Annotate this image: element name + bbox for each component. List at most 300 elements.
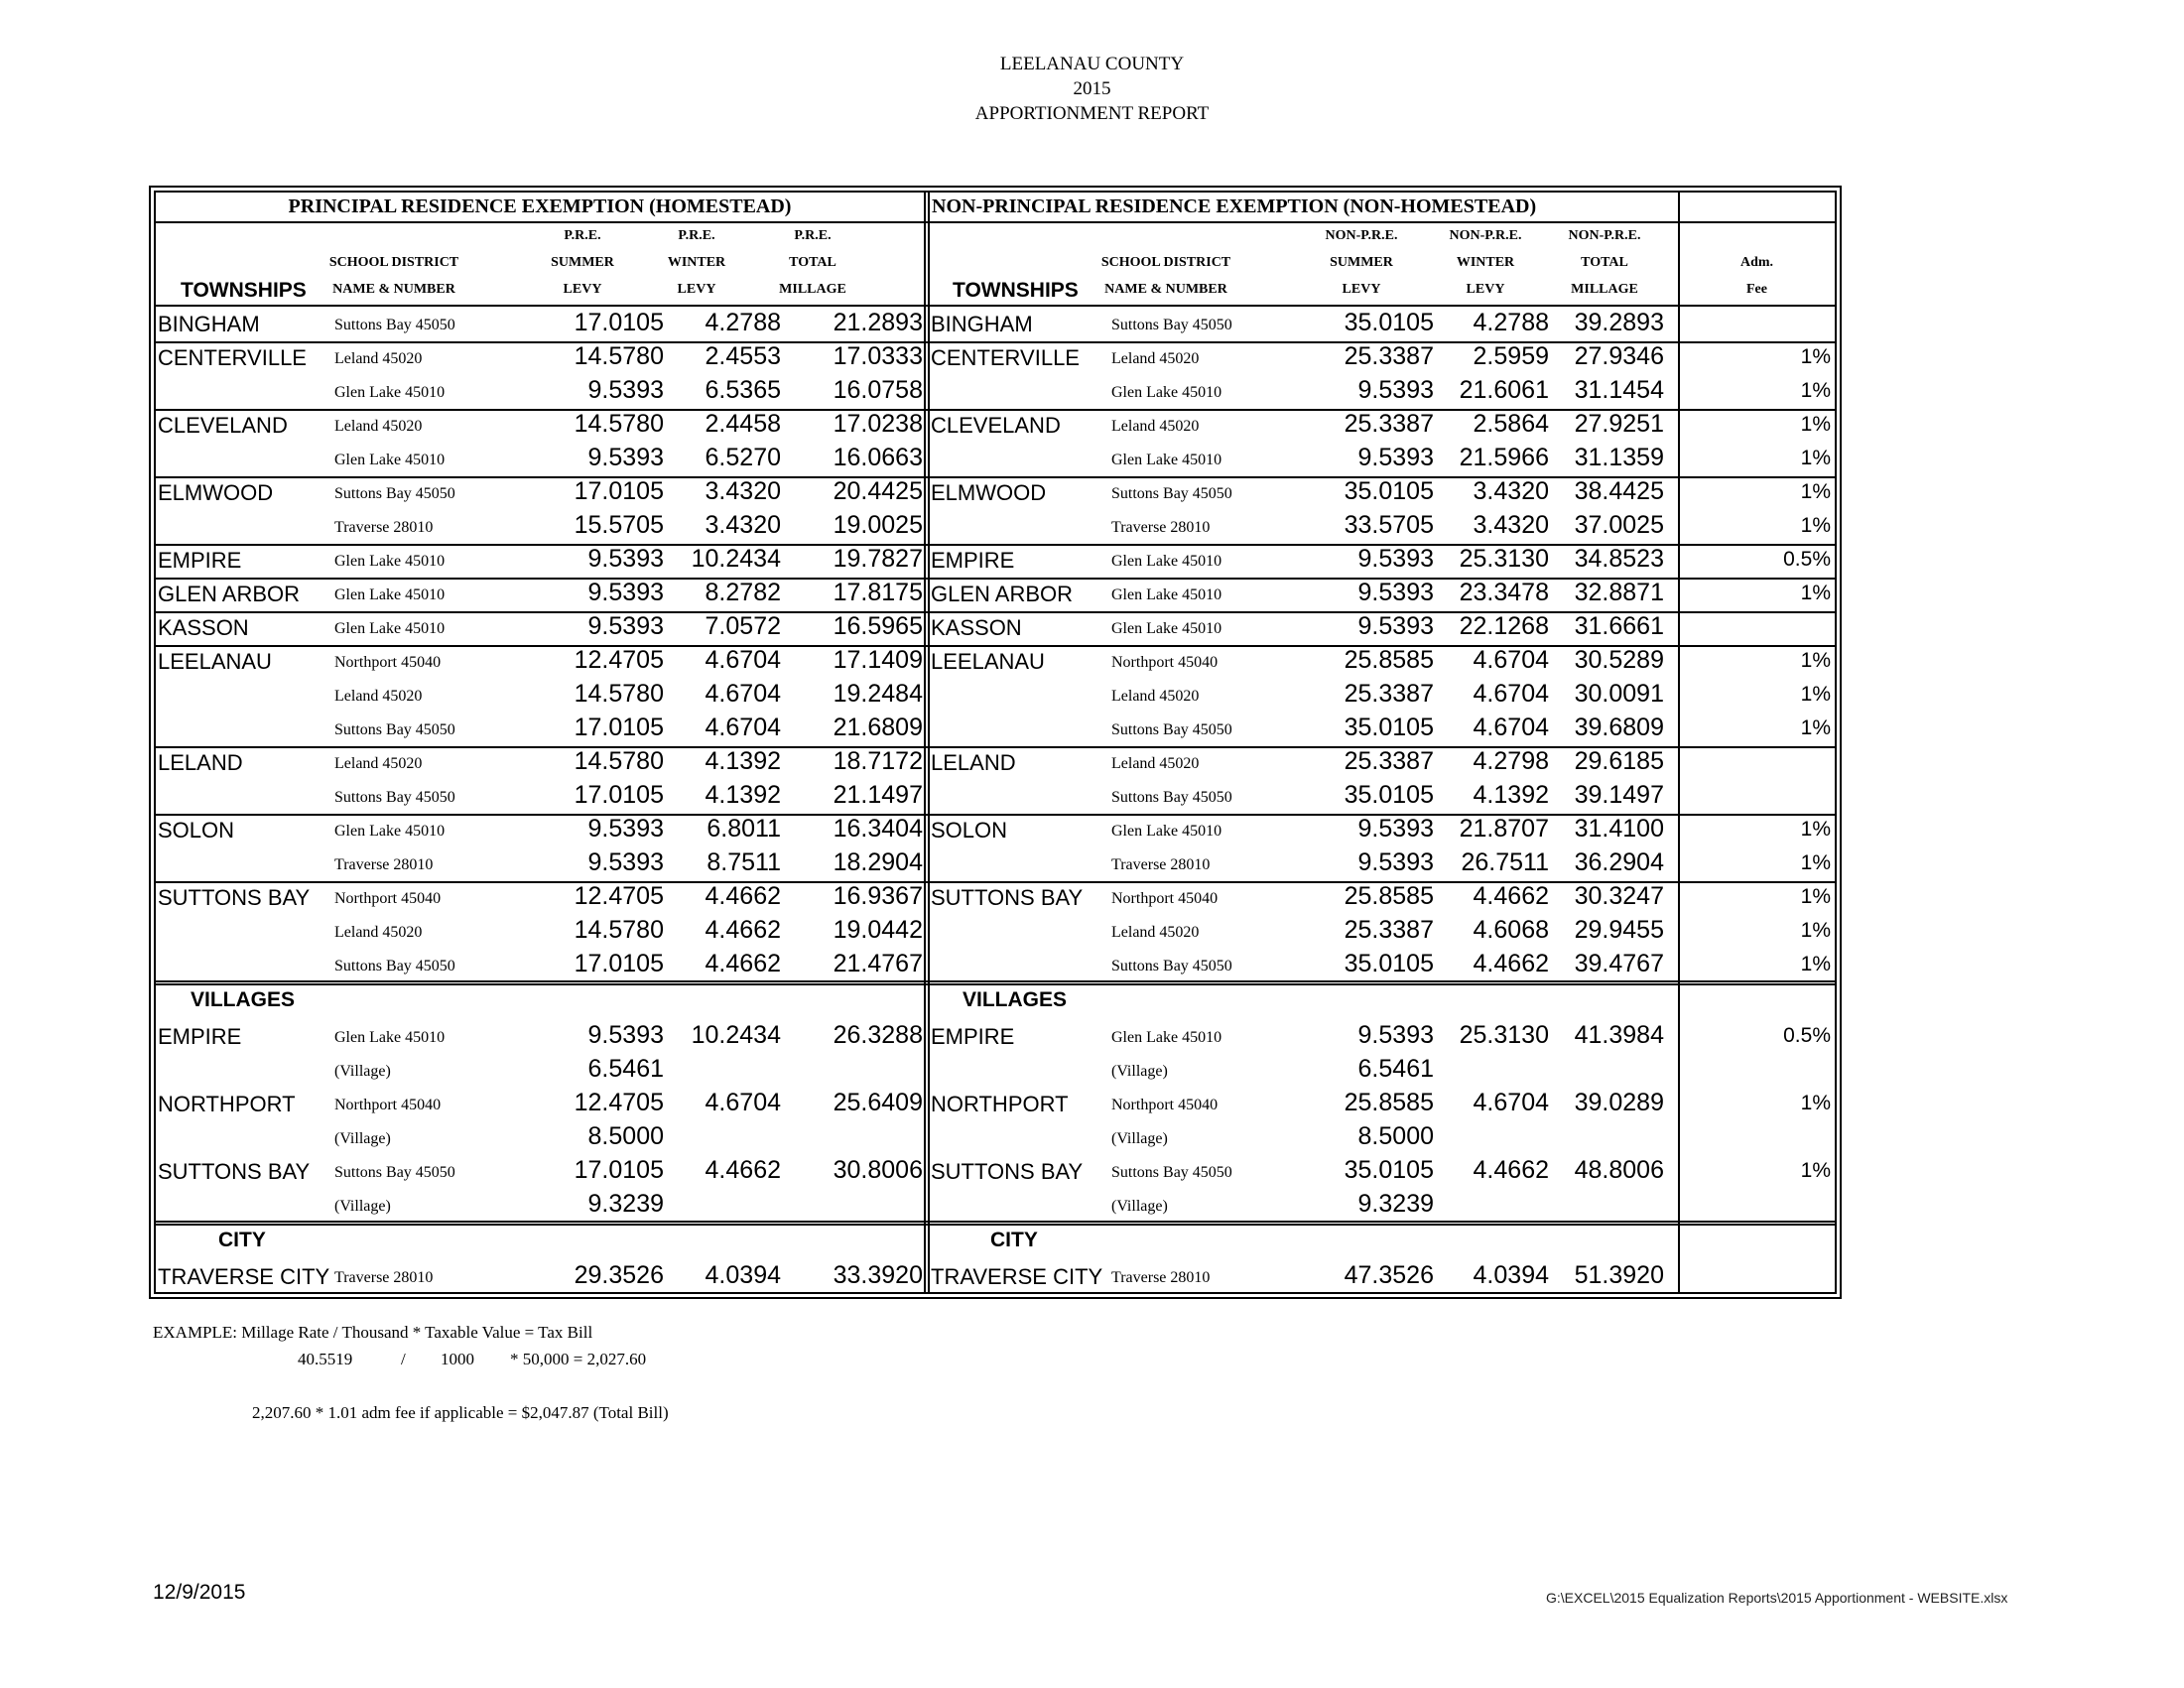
npre-summer-levy: 8.5000 — [1357, 1122, 1434, 1150]
adm-fee: 0.5% — [1783, 1024, 1831, 1047]
pre-total-millage: 16.0663 — [833, 444, 923, 471]
npre-township: TRAVERSE CITY — [931, 1264, 1103, 1289]
npre-total-millage: 34.8523 — [1574, 545, 1664, 573]
npre-winter-levy: 21.8707 — [1459, 815, 1549, 843]
npre-school-district: Leland 45020 — [1111, 924, 1200, 941]
npre-summer-header-2: SUMMER — [1330, 255, 1393, 270]
pre-total-millage: 18.2904 — [833, 848, 923, 876]
npre-winter-levy: 4.4662 — [1473, 950, 1549, 977]
title-rule — [156, 221, 1835, 223]
report-header — [0, 52, 2184, 126]
pre-summer-levy: 8.5000 — [587, 1122, 664, 1150]
npre-summer-header-1: NON-P.R.E. — [1325, 228, 1398, 243]
example-thousand: 1000 — [441, 1350, 474, 1368]
npre-total-millage: 29.6185 — [1574, 747, 1664, 775]
pre-total-millage: 33.3920 — [833, 1261, 923, 1289]
adm-fee: 1% — [1800, 582, 1831, 604]
npre-summer-levy: 35.0105 — [1344, 781, 1434, 809]
pre-total-header-1: P.R.E. — [794, 228, 832, 243]
pre-winter-levy: 4.4662 — [705, 916, 781, 944]
npre-winter-levy: 3.4320 — [1473, 511, 1549, 539]
pre-winter-levy: 6.5270 — [705, 444, 781, 471]
npre-summer-levy: 35.0105 — [1344, 309, 1434, 336]
pre-total-millage: 21.1497 — [833, 781, 923, 809]
pre-winter-header-3: LEVY — [677, 282, 716, 297]
pre-group-label: VILLAGES — [191, 988, 296, 1011]
npre-school-district: Leland 45020 — [1111, 350, 1200, 367]
county-name: LEELANAU COUNTY — [999, 54, 1185, 74]
pre-township: LELAND — [158, 750, 243, 775]
npre-total-millage: 31.1359 — [1574, 444, 1664, 471]
npre-winter-levy: 4.4662 — [1473, 1156, 1549, 1184]
pre-school-district: Traverse 28010 — [334, 1269, 434, 1286]
pre-school-district: Suttons Bay 45050 — [334, 958, 455, 974]
npre-group-label: VILLAGES — [963, 988, 1068, 1011]
npre-total-millage: 36.2904 — [1574, 848, 1664, 876]
pre-total-millage: 19.0442 — [833, 916, 923, 944]
adm-fee: 1% — [1800, 919, 1831, 942]
npre-summer-levy: 35.0105 — [1344, 950, 1434, 977]
pre-total-millage: 19.0025 — [833, 511, 923, 539]
pre-summer-levy: 9.5393 — [587, 848, 664, 876]
npre-group-label: CITY — [990, 1229, 1038, 1251]
pre-winter-levy: 10.2434 — [691, 1021, 781, 1049]
pre-summer-levy: 12.4705 — [574, 646, 664, 674]
npre-winter-levy: 4.1392 — [1473, 781, 1549, 809]
pre-winter-levy: 4.6704 — [705, 714, 781, 741]
npre-winter-levy: 4.6704 — [1473, 680, 1549, 708]
pre-total-millage: 19.7827 — [833, 545, 923, 573]
pre-summer-levy: 29.3526 — [574, 1261, 664, 1289]
npre-total-millage: 29.9455 — [1574, 916, 1664, 944]
npre-township: LELAND — [931, 750, 1016, 775]
pre-winter-header-2: WINTER — [667, 255, 726, 270]
npre-winter-levy: 21.5966 — [1459, 444, 1549, 471]
pre-school-district: Leland 45020 — [334, 755, 423, 772]
pre-school-district: Northport 45040 — [334, 890, 442, 907]
npre-total-millage: 41.3984 — [1574, 1021, 1664, 1049]
pre-total-millage: 17.0238 — [833, 410, 923, 438]
npre-school-district: Suttons Bay 45050 — [1111, 485, 1232, 502]
pre-total-millage: 21.4767 — [833, 950, 923, 977]
pre-total-millage: 21.6809 — [833, 714, 923, 741]
npre-summer-levy: 25.3387 — [1344, 410, 1434, 438]
npre-winter-header-2: WINTER — [1456, 255, 1515, 270]
npre-summer-levy: 9.5393 — [1357, 376, 1434, 404]
pre-total-millage: 18.7172 — [833, 747, 923, 775]
adm-fee: 1% — [1800, 953, 1831, 975]
adm-fee: 1% — [1800, 480, 1831, 503]
report-year: 2015 — [1073, 78, 1111, 99]
npre-total-header-3: MILLAGE — [1571, 282, 1638, 297]
pre-township: SUTTONS BAY — [158, 885, 311, 910]
npre-winter-header-1: NON-P.R.E. — [1449, 228, 1522, 243]
npre-school-district: Glen Lake 45010 — [1111, 553, 1222, 570]
npre-section-title: NON-PRINCIPAL RESIDENCE EXEMPTION (NON-HOMESTEAD) — [932, 195, 1537, 217]
pre-summer-levy: 9.5393 — [587, 444, 664, 471]
adm-fee: 1% — [1800, 413, 1831, 436]
pre-summer-levy: 17.0105 — [574, 309, 664, 336]
npre-total-millage: 27.9346 — [1574, 342, 1664, 370]
npre-total-millage: 39.4767 — [1574, 950, 1664, 977]
npre-winter-levy: 25.3130 — [1459, 1021, 1549, 1049]
pre-npre-divider — [924, 193, 926, 1292]
table-body — [154, 191, 1837, 1294]
npre-winter-levy: 4.2798 — [1473, 747, 1549, 775]
npre-school-district: Glen Lake 45010 — [1111, 620, 1222, 637]
fee-header-2: Fee — [1746, 282, 1767, 297]
pre-summer-levy: 17.0105 — [574, 781, 664, 809]
pre-summer-levy: 9.5393 — [587, 579, 664, 606]
pre-winter-levy: 3.4320 — [705, 477, 781, 505]
example-fee-line: 2,207.60 * 1.01 adm fee if applicable = $2,047.87 (Total Bill) — [252, 1403, 669, 1422]
pre-winter-levy: 4.4662 — [705, 950, 781, 977]
pre-school-district: Glen Lake 45010 — [334, 384, 446, 401]
example-formula: EXAMPLE: Millage Rate / Thousand * Taxable Value = Tax Bill — [153, 1323, 593, 1342]
pre-summer-header-2: SUMMER — [551, 255, 614, 270]
npre-winter-levy: 23.3478 — [1459, 579, 1549, 606]
npre-total-millage: 38.4425 — [1574, 477, 1664, 505]
npre-summer-levy: 25.8585 — [1344, 1089, 1434, 1116]
npre-township: KASSON — [931, 615, 1022, 640]
npre-winter-levy: 4.6704 — [1473, 646, 1549, 674]
pre-school-district: Suttons Bay 45050 — [334, 721, 455, 738]
npre-school-district: Glen Lake 45010 — [1111, 823, 1222, 840]
npre-township: CLEVELAND — [931, 413, 1061, 438]
npre-winter-levy: 25.3130 — [1459, 545, 1549, 573]
pre-school-district: Leland 45020 — [334, 924, 423, 941]
pre-township: TRAVERSE CITY — [158, 1264, 330, 1289]
pre-summer-levy: 17.0105 — [574, 950, 664, 977]
pre-npre-divider-double — [928, 193, 930, 1292]
npre-winter-levy: 4.2788 — [1473, 309, 1549, 336]
pre-winter-levy: 4.6704 — [705, 646, 781, 674]
npre-school-district: Northport 45040 — [1111, 654, 1219, 671]
adm-fee: 1% — [1800, 447, 1831, 469]
pre-winter-header-1: P.R.E. — [678, 228, 715, 243]
pre-summer-levy: 9.3239 — [587, 1190, 664, 1218]
npre-township: CENTERVILLE — [931, 345, 1080, 370]
npre-total-millage: 30.0091 — [1574, 680, 1664, 708]
pre-summer-levy: 14.5780 — [574, 747, 664, 775]
npre-summer-levy: 9.5393 — [1357, 612, 1434, 640]
pre-school-district: Northport 45040 — [334, 1097, 442, 1113]
pre-school-district: Glen Lake 45010 — [334, 553, 446, 570]
npre-total-millage: 30.5289 — [1574, 646, 1664, 674]
npre-total-millage: 32.8871 — [1574, 579, 1664, 606]
npre-total-millage: 30.3247 — [1574, 882, 1664, 910]
pre-township: LEELANAU — [158, 649, 272, 674]
pre-school-district: Leland 45020 — [334, 350, 423, 367]
fee-header-1: Adm. — [1739, 255, 1774, 270]
npre-total-millage: 48.8006 — [1574, 1156, 1664, 1184]
pre-winter-levy: 2.4553 — [705, 342, 781, 370]
adm-fee: 1% — [1800, 1092, 1831, 1114]
pre-total-millage: 16.5965 — [833, 612, 923, 640]
pre-summer-levy: 9.5393 — [587, 545, 664, 573]
npre-summer-levy: 35.0105 — [1344, 1156, 1434, 1184]
row-rule — [156, 1221, 1835, 1223]
npre-township: ELMWOOD — [931, 480, 1047, 505]
npre-school-district: Glen Lake 45010 — [1111, 384, 1222, 401]
pre-winter-levy: 2.4458 — [705, 410, 781, 438]
pre-total-header-3: MILLAGE — [779, 282, 846, 297]
pre-township: NORTHPORT — [158, 1092, 296, 1116]
npre-township: SUTTONS BAY — [931, 1159, 1084, 1184]
pre-summer-levy: 17.0105 — [574, 1156, 664, 1184]
pre-total-millage: 17.0333 — [833, 342, 923, 370]
npre-school-district: Leland 45020 — [1111, 755, 1200, 772]
pre-township: CLEVELAND — [158, 413, 288, 438]
pre-winter-levy: 10.2434 — [691, 545, 781, 573]
row-rule — [156, 980, 1835, 982]
pre-school-district: Leland 45020 — [334, 418, 423, 435]
apportionment-table — [149, 186, 1842, 1299]
npre-township: SUTTONS BAY — [931, 885, 1084, 910]
pre-total-millage: 16.3404 — [833, 815, 923, 843]
report-date: 12/9/2015 — [153, 1581, 246, 1604]
pre-winter-levy: 6.5365 — [705, 376, 781, 404]
pre-school-header-1: SCHOOL DISTRICT — [328, 255, 459, 270]
npre-school-district: Suttons Bay 45050 — [1111, 789, 1232, 806]
pre-total-millage: 16.9367 — [833, 882, 923, 910]
npre-township: GLEN ARBOR — [931, 582, 1074, 606]
npre-school-district: Traverse 28010 — [1111, 1269, 1211, 1286]
pre-township: EMPIRE — [158, 1024, 242, 1049]
npre-school-district: Suttons Bay 45050 — [1111, 721, 1232, 738]
adm-fee: 1% — [1800, 818, 1831, 841]
npre-summer-levy: 9.5393 — [1357, 579, 1434, 606]
npre-winter-levy: 4.6068 — [1473, 916, 1549, 944]
npre-townships-header: TOWNSHIPS — [953, 279, 1079, 302]
pre-summer-levy: 6.5461 — [587, 1055, 664, 1083]
pre-winter-levy: 4.6704 — [705, 680, 781, 708]
npre-summer-levy: 35.0105 — [1344, 477, 1434, 505]
npre-school-district: Suttons Bay 45050 — [1111, 1164, 1232, 1181]
npre-total-header-1: NON-P.R.E. — [1568, 228, 1641, 243]
file-path: G:\EXCEL\2015 Equalization Reports\2015 Apportionment - WEBSITE.xlsx — [1546, 1590, 2008, 1606]
pre-summer-levy: 9.5393 — [587, 612, 664, 640]
pre-winter-levy: 7.0572 — [705, 612, 781, 640]
row-rule — [156, 983, 1835, 985]
pre-winter-levy: 4.1392 — [705, 747, 781, 775]
npre-school-district: (Village) — [1111, 1130, 1168, 1147]
pre-winter-levy: 4.4662 — [705, 882, 781, 910]
pre-total-millage: 20.4425 — [833, 477, 923, 505]
adm-fee: 1% — [1800, 716, 1831, 739]
pre-summer-levy: 12.4705 — [574, 882, 664, 910]
pre-total-millage: 19.2484 — [833, 680, 923, 708]
npre-winter-levy: 2.5959 — [1473, 342, 1549, 370]
pre-summer-header-1: P.R.E. — [564, 228, 601, 243]
pre-school-district: Leland 45020 — [334, 688, 423, 705]
pre-section-title: PRINCIPAL RESIDENCE EXEMPTION (HOMESTEAD) — [288, 195, 792, 217]
pre-school-district: Glen Lake 45010 — [334, 586, 446, 603]
npre-township: SOLON — [931, 818, 1008, 843]
npre-winter-levy: 21.6061 — [1459, 376, 1549, 404]
example-rate: 40.5519 — [298, 1350, 353, 1368]
pre-township: BINGHAM — [158, 312, 260, 336]
npre-school-district: Suttons Bay 45050 — [1111, 958, 1232, 974]
pre-township: KASSON — [158, 615, 249, 640]
npre-total-header-2: TOTAL — [1581, 255, 1628, 270]
pre-school-district: Glen Lake 45010 — [334, 823, 446, 840]
pre-school-district: Traverse 28010 — [334, 519, 434, 536]
pre-school-district: (Village) — [334, 1198, 391, 1215]
npre-summer-levy: 25.8585 — [1344, 882, 1434, 910]
npre-school-district: (Village) — [1111, 1063, 1168, 1080]
pre-winter-levy: 8.7511 — [707, 848, 781, 876]
npre-total-millage: 39.0289 — [1574, 1089, 1664, 1116]
pre-summer-levy: 9.5393 — [587, 376, 664, 404]
pre-summer-levy: 14.5780 — [574, 410, 664, 438]
npre-summer-levy: 25.3387 — [1344, 342, 1434, 370]
pre-school-district: Traverse 28010 — [334, 856, 434, 873]
npre-winter-levy: 3.4320 — [1473, 477, 1549, 505]
pre-summer-levy: 9.5393 — [587, 1021, 664, 1049]
example-divide: / — [401, 1350, 406, 1368]
adm-fee: 1% — [1800, 885, 1831, 908]
npre-total-millage: 39.6809 — [1574, 714, 1664, 741]
npre-township: LEELANAU — [931, 649, 1045, 674]
pre-school-district: Suttons Bay 45050 — [334, 485, 455, 502]
npre-township: EMPIRE — [931, 1024, 1015, 1049]
pre-school-district: Suttons Bay 45050 — [334, 1164, 455, 1181]
pre-summer-levy: 15.5705 — [574, 511, 664, 539]
npre-summer-levy: 33.5705 — [1344, 511, 1434, 539]
adm-fee: 1% — [1800, 379, 1831, 402]
pre-township: SUTTONS BAY — [158, 1159, 311, 1184]
npre-school-district: Traverse 28010 — [1111, 856, 1211, 873]
npre-township: NORTHPORT — [931, 1092, 1069, 1116]
pre-townships-header: TOWNSHIPS — [181, 279, 307, 302]
pre-total-millage: 17.1409 — [833, 646, 923, 674]
npre-summer-levy: 9.5393 — [1357, 815, 1434, 843]
pre-township: CENTERVILLE — [158, 345, 307, 370]
adm-fee: 1% — [1800, 1159, 1831, 1182]
example-result: * 50,000 = 2,027.60 — [510, 1350, 647, 1368]
pre-summer-levy: 12.4705 — [574, 1089, 664, 1116]
npre-school-district: Northport 45040 — [1111, 890, 1219, 907]
npre-winter-levy: 4.0394 — [1473, 1261, 1549, 1289]
pre-total-millage: 25.6409 — [833, 1089, 923, 1116]
pre-township: SOLON — [158, 818, 235, 843]
npre-school-header-1: SCHOOL DISTRICT — [1100, 255, 1231, 270]
adm-fee: 1% — [1800, 851, 1831, 874]
npre-total-millage: 51.3920 — [1574, 1261, 1664, 1289]
report-title: APPORTIONMENT REPORT — [974, 103, 1210, 124]
pre-winter-levy: 6.8011 — [707, 815, 781, 843]
npre-school-district: Glen Lake 45010 — [1111, 1029, 1222, 1046]
npre-school-header-2: NAME & NUMBER — [1104, 282, 1227, 297]
pre-total-millage: 26.3288 — [833, 1021, 923, 1049]
pre-summer-levy: 9.5393 — [587, 815, 664, 843]
npre-school-district: Glen Lake 45010 — [1111, 586, 1222, 603]
pre-total-header-2: TOTAL — [789, 255, 836, 270]
npre-total-millage: 39.2893 — [1574, 309, 1664, 336]
npre-total-millage: 39.1497 — [1574, 781, 1664, 809]
npre-summer-levy: 9.5393 — [1357, 545, 1434, 573]
npre-school-district: (Village) — [1111, 1198, 1168, 1215]
pre-summer-levy: 17.0105 — [574, 714, 664, 741]
pre-school-district: Northport 45040 — [334, 654, 442, 671]
pre-school-district: Glen Lake 45010 — [334, 620, 446, 637]
header-rule — [156, 305, 1835, 307]
adm-fee: 1% — [1800, 345, 1831, 368]
npre-total-millage: 37.0025 — [1574, 511, 1664, 539]
npre-total-millage: 31.6661 — [1574, 612, 1664, 640]
npre-summer-levy: 9.5393 — [1357, 848, 1434, 876]
pre-school-district: Glen Lake 45010 — [334, 452, 446, 468]
pre-total-millage: 21.2893 — [833, 309, 923, 336]
pre-total-millage: 16.0758 — [833, 376, 923, 404]
npre-summer-levy: 25.3387 — [1344, 916, 1434, 944]
pre-total-millage: 30.8006 — [833, 1156, 923, 1184]
pre-school-district: (Village) — [334, 1063, 391, 1080]
fee-divider — [1678, 193, 1680, 1292]
npre-winter-levy: 4.6704 — [1473, 1089, 1549, 1116]
npre-winter-levy: 2.5864 — [1473, 410, 1549, 438]
npre-township: BINGHAM — [931, 312, 1033, 336]
pre-group-label: CITY — [218, 1229, 266, 1251]
pre-winter-levy: 4.1392 — [705, 781, 781, 809]
npre-school-district: Northport 45040 — [1111, 1097, 1219, 1113]
npre-township: EMPIRE — [931, 548, 1015, 573]
row-rule — [156, 1224, 1835, 1226]
npre-summer-levy: 6.5461 — [1357, 1055, 1434, 1083]
pre-winter-levy: 3.4320 — [705, 511, 781, 539]
pre-township: GLEN ARBOR — [158, 582, 301, 606]
npre-school-district: Suttons Bay 45050 — [1111, 317, 1232, 333]
pre-winter-levy: 8.2782 — [705, 579, 781, 606]
npre-winter-levy: 4.4662 — [1473, 882, 1549, 910]
pre-total-millage: 17.8175 — [833, 579, 923, 606]
npre-total-millage: 31.1454 — [1574, 376, 1664, 404]
pre-winter-levy: 4.4662 — [705, 1156, 781, 1184]
pre-school-district: Glen Lake 45010 — [334, 1029, 446, 1046]
pre-summer-levy: 14.5780 — [574, 680, 664, 708]
pre-winter-levy: 4.6704 — [705, 1089, 781, 1116]
pre-school-district: (Village) — [334, 1130, 391, 1147]
npre-winter-levy: 22.1268 — [1459, 612, 1549, 640]
pre-township: ELMWOOD — [158, 480, 274, 505]
pre-winter-levy: 4.2788 — [705, 309, 781, 336]
npre-winter-header-3: LEVY — [1466, 282, 1505, 297]
adm-fee: 1% — [1800, 683, 1831, 706]
npre-summer-levy: 25.8585 — [1344, 646, 1434, 674]
npre-summer-levy: 25.3387 — [1344, 680, 1434, 708]
npre-summer-header-3: LEVY — [1342, 282, 1381, 297]
npre-summer-levy: 25.3387 — [1344, 747, 1434, 775]
npre-summer-levy: 9.5393 — [1357, 1021, 1434, 1049]
npre-summer-levy: 9.3239 — [1357, 1190, 1434, 1218]
pre-school-header-2: NAME & NUMBER — [332, 282, 455, 297]
npre-school-district: Leland 45020 — [1111, 688, 1200, 705]
npre-school-district: Leland 45020 — [1111, 418, 1200, 435]
adm-fee: 1% — [1800, 649, 1831, 672]
npre-school-district: Traverse 28010 — [1111, 519, 1211, 536]
npre-total-millage: 31.4100 — [1574, 815, 1664, 843]
pre-winter-levy: 4.0394 — [705, 1261, 781, 1289]
npre-total-millage: 27.9251 — [1574, 410, 1664, 438]
pre-summer-header-3: LEVY — [563, 282, 602, 297]
npre-school-district: Glen Lake 45010 — [1111, 452, 1222, 468]
adm-fee: 1% — [1800, 514, 1831, 537]
pre-school-district: Suttons Bay 45050 — [334, 317, 455, 333]
pre-summer-levy: 14.5780 — [574, 342, 664, 370]
npre-summer-levy: 35.0105 — [1344, 714, 1434, 741]
npre-winter-levy: 4.6704 — [1473, 714, 1549, 741]
